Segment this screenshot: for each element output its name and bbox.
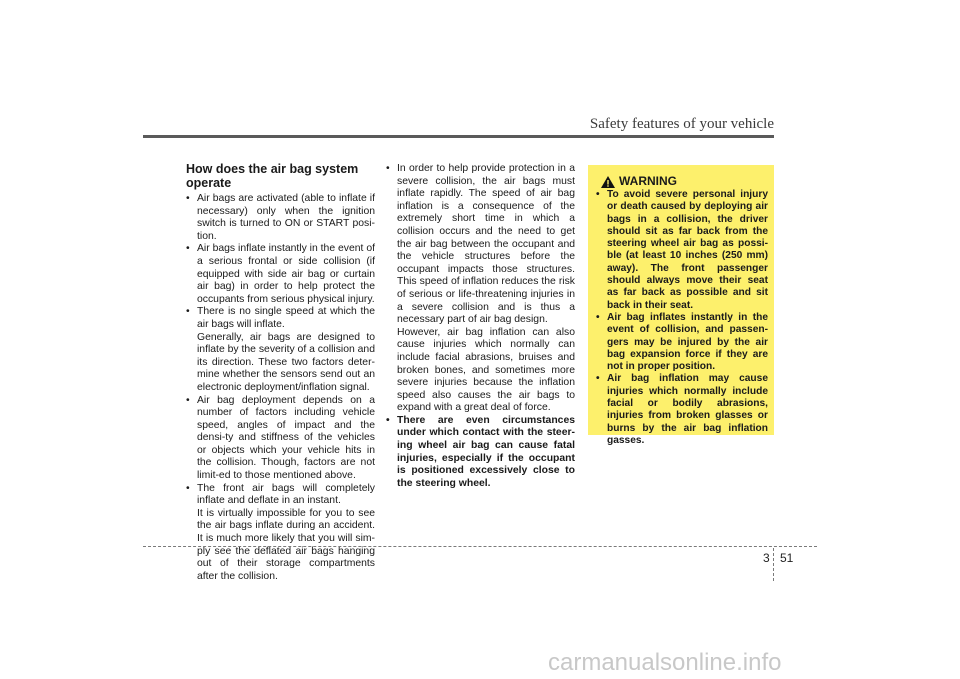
middle-column [386, 163, 575, 490]
warning-title [601, 175, 768, 188]
continuation-paragraph: However, air bag inflation can also cause injuries which normally can include facial abrasions, bruises and broken bones, and sometimes more severe injuries because the inflation speed also causes the air bags to expand with a great deal of force. [397, 326, 575, 414]
watermark: carmanualsonline.info [548, 649, 782, 676]
list-item: • The front air bags will completely inflate and deflate in an instant. [186, 483, 375, 508]
warning-box [588, 165, 774, 446]
warning-triangle-icon [601, 176, 615, 188]
warning-list [596, 189, 768, 447]
middle-bullet-list-2 [386, 415, 575, 491]
list-item: • Air bags inflate instantly in the event of a serious frontal or side collision (if equipped with side air bag or curtain air bag) in order to help protect the occupants from serious physical injury. [186, 243, 375, 306]
left-bullet-list [186, 193, 375, 332]
continuation-paragraph: Generally, air bags are designed to inflate by the severity of a collision and its direction. These two factors deter-mine whether the sensors send out an electronic deployment/inflation signal. [197, 331, 375, 393]
list-item: • Air bag inflation may cause injuries which normally include facial or bodily abrasions, injuries from broken glasses or burns by the air bag inflation gasses. [596, 373, 768, 447]
page-number: 51 [780, 551, 794, 565]
list-item: • To avoid severe personal injury or death caused by deploying air bags in a collision, the driver should sit as far back from the steering wheel air bag as possi-ble (at least 10 inches (250 mm) away). The front passenger should always move their seat as far back as possible and sit back in their seat. [596, 189, 768, 312]
list-item: • Air bags are activated (able to inflate if necessary) only when the ignition switch is turned to ON or START posi-tion. [186, 193, 375, 243]
middle-bullet-list [386, 163, 575, 327]
continuation-paragraph: It is virtually impossible for you to see the air bags inflate during an accident. It is much more likely that you will sim-ply see the deflated air bags hanging out of their storage compartments after the collision. [197, 507, 375, 582]
section-heading: How does the air bag system operate [186, 162, 359, 190]
list-item: • There are even circumstances under which contact with the steer-ing wheel air bag can cause fatal injuries, especially if the occupant is positioned excessively close to the steering wheel. [386, 415, 575, 491]
list-item: • There is no single speed at which the air bags will inflate. [186, 306, 375, 331]
header-rule [143, 135, 774, 138]
list-item: • In order to help provide protection in a severe collision, the air bags must inflate rapidly. The speed of air bag inflation is a consequence of the extremely short time in which a collision occurs and the need to get the air bag between the occupant and the vehicle structures before the occupant impacts those structures. This speed of inflation reduces the risk of serious or life-threatening injuries in a severe collision and is thus a necessary part of air bag design. [386, 163, 575, 327]
page-header-title: Safety features of your vehicle [589, 116, 774, 132]
list-item: • Air bag deployment depends on a number of factors including vehicle speed, angles of impact and the densi-ty and stiffness of the vehicles or objects which your vehicle hits in the collision. Though, factors are not limit-ed to those mentioned above. [186, 395, 375, 483]
warning-title-text: WARNING [619, 174, 677, 188]
left-column [186, 163, 375, 583]
footer-rule [143, 546, 817, 547]
chapter-number: 3 [763, 551, 770, 565]
page-number-separator [773, 548, 774, 581]
list-item: • Air bag inflates instantly in the event of collision, and passen-gers may be injured by the air bag expansion force if they are not in proper position. [596, 312, 768, 373]
left-bullet-list-2 [186, 395, 375, 508]
